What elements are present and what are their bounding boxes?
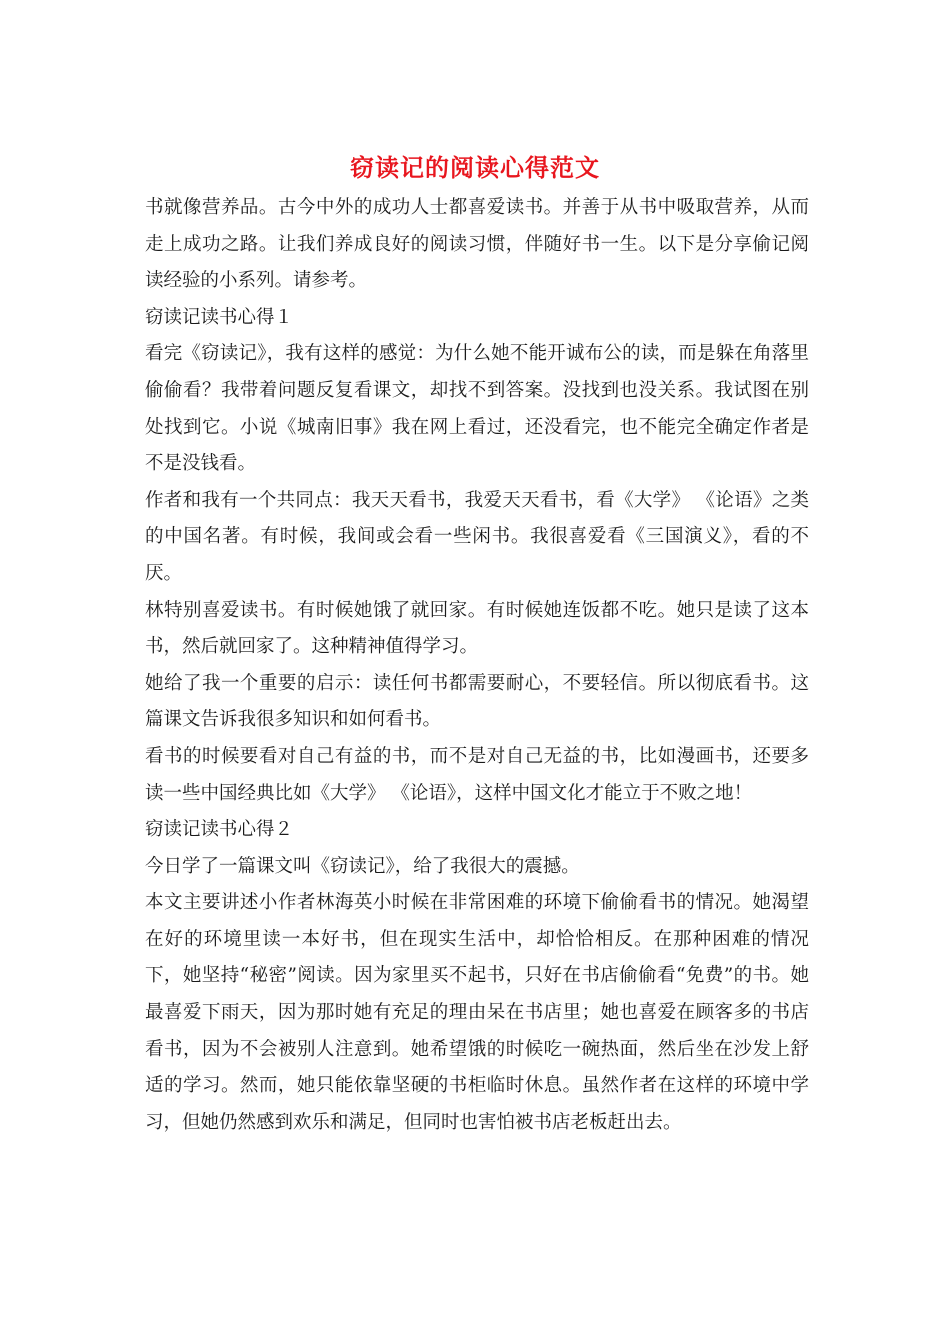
body-paragraph: 林特别喜爱读书。有时候她饿了就回家。有时候她连饭都不吃。她只是读了这本书，然后就回家了。这种精神值得学习。 [145,599,809,658]
body-paragraph: 本文主要讲述小作者林海英小时候在非常困难的环境下偷偷看书的情况。她渴望在好的环境里读一本好书，但在现实生活中，却恰恰相反。在那种困难的情况下，她坚持“秘密”阅读。因为家里买不起书，只好在书店偷偷看“免费”的书。她最喜爱下雨天，因为那时她有充足的理由呆在书店里；她也喜爱在顾客多的书店看书，因为不会被别人注意到。她希望饿的时候吃一碗热面，然后坐在沙发上舒适的学习。然而，她只能依靠坚硬的书柜临时休息。虽然作者在这样的环境中学习，但她仍然感到欢乐和满足，但同时也害怕被书店老板赶出去。 [145,892,809,1133]
document-title: 窃读记的阅读心得范文 [350,153,600,182]
body-paragraph: 看书的时候要看对自己有益的书，而不是对自己无益的书，比如漫画书，还要多读一些中国经典比如《大学》 《论语》，这样中国文化才能立于不败之地！ [145,745,809,804]
document-body [145,190,809,1141]
body-paragraph: 今日学了一篇课文叫《窃读记》，给了我很大的震撼。 [145,855,580,877]
body-paragraph: 她给了我一个重要的启示：读任何书都需要耐心，不要轻信。所以彻底看书。这篇课文告诉我很多知识和如何看书。 [145,672,809,731]
body-paragraph: 看完《窃读记》，我有这样的感觉：为什么她不能开诚布公的读，而是躲在角落里偷偷看？我带着问题反复看课文，却找不到答案。没找到也没关系。我试图在别处找到它。小说《城南旧事》我在网上看过，还没看完，也不能完全确定作者是不是没钱看。 [145,343,809,475]
section-heading-1: 窃读记读书心得１ [145,306,294,328]
body-paragraph: 作者和我有一个共同点：我天天看书，我爱天天看书，看《大学》 《论语》之类的中国名著。有时候，我间或会看一些闲书。我很喜爱看《三国演义》，看的不厌。 [145,489,809,584]
intro-paragraph: 书就像营养品。古今中外的成功人士都喜爱读书。并善于从书中吸取营养，从而走上成功之路。让我们养成良好的阅读习惯，伴随好书一生。以下是分享偷记阅读经验的小系列。请参考。 [145,197,809,292]
section-heading-2: 窃读记读书心得２ [145,819,294,841]
